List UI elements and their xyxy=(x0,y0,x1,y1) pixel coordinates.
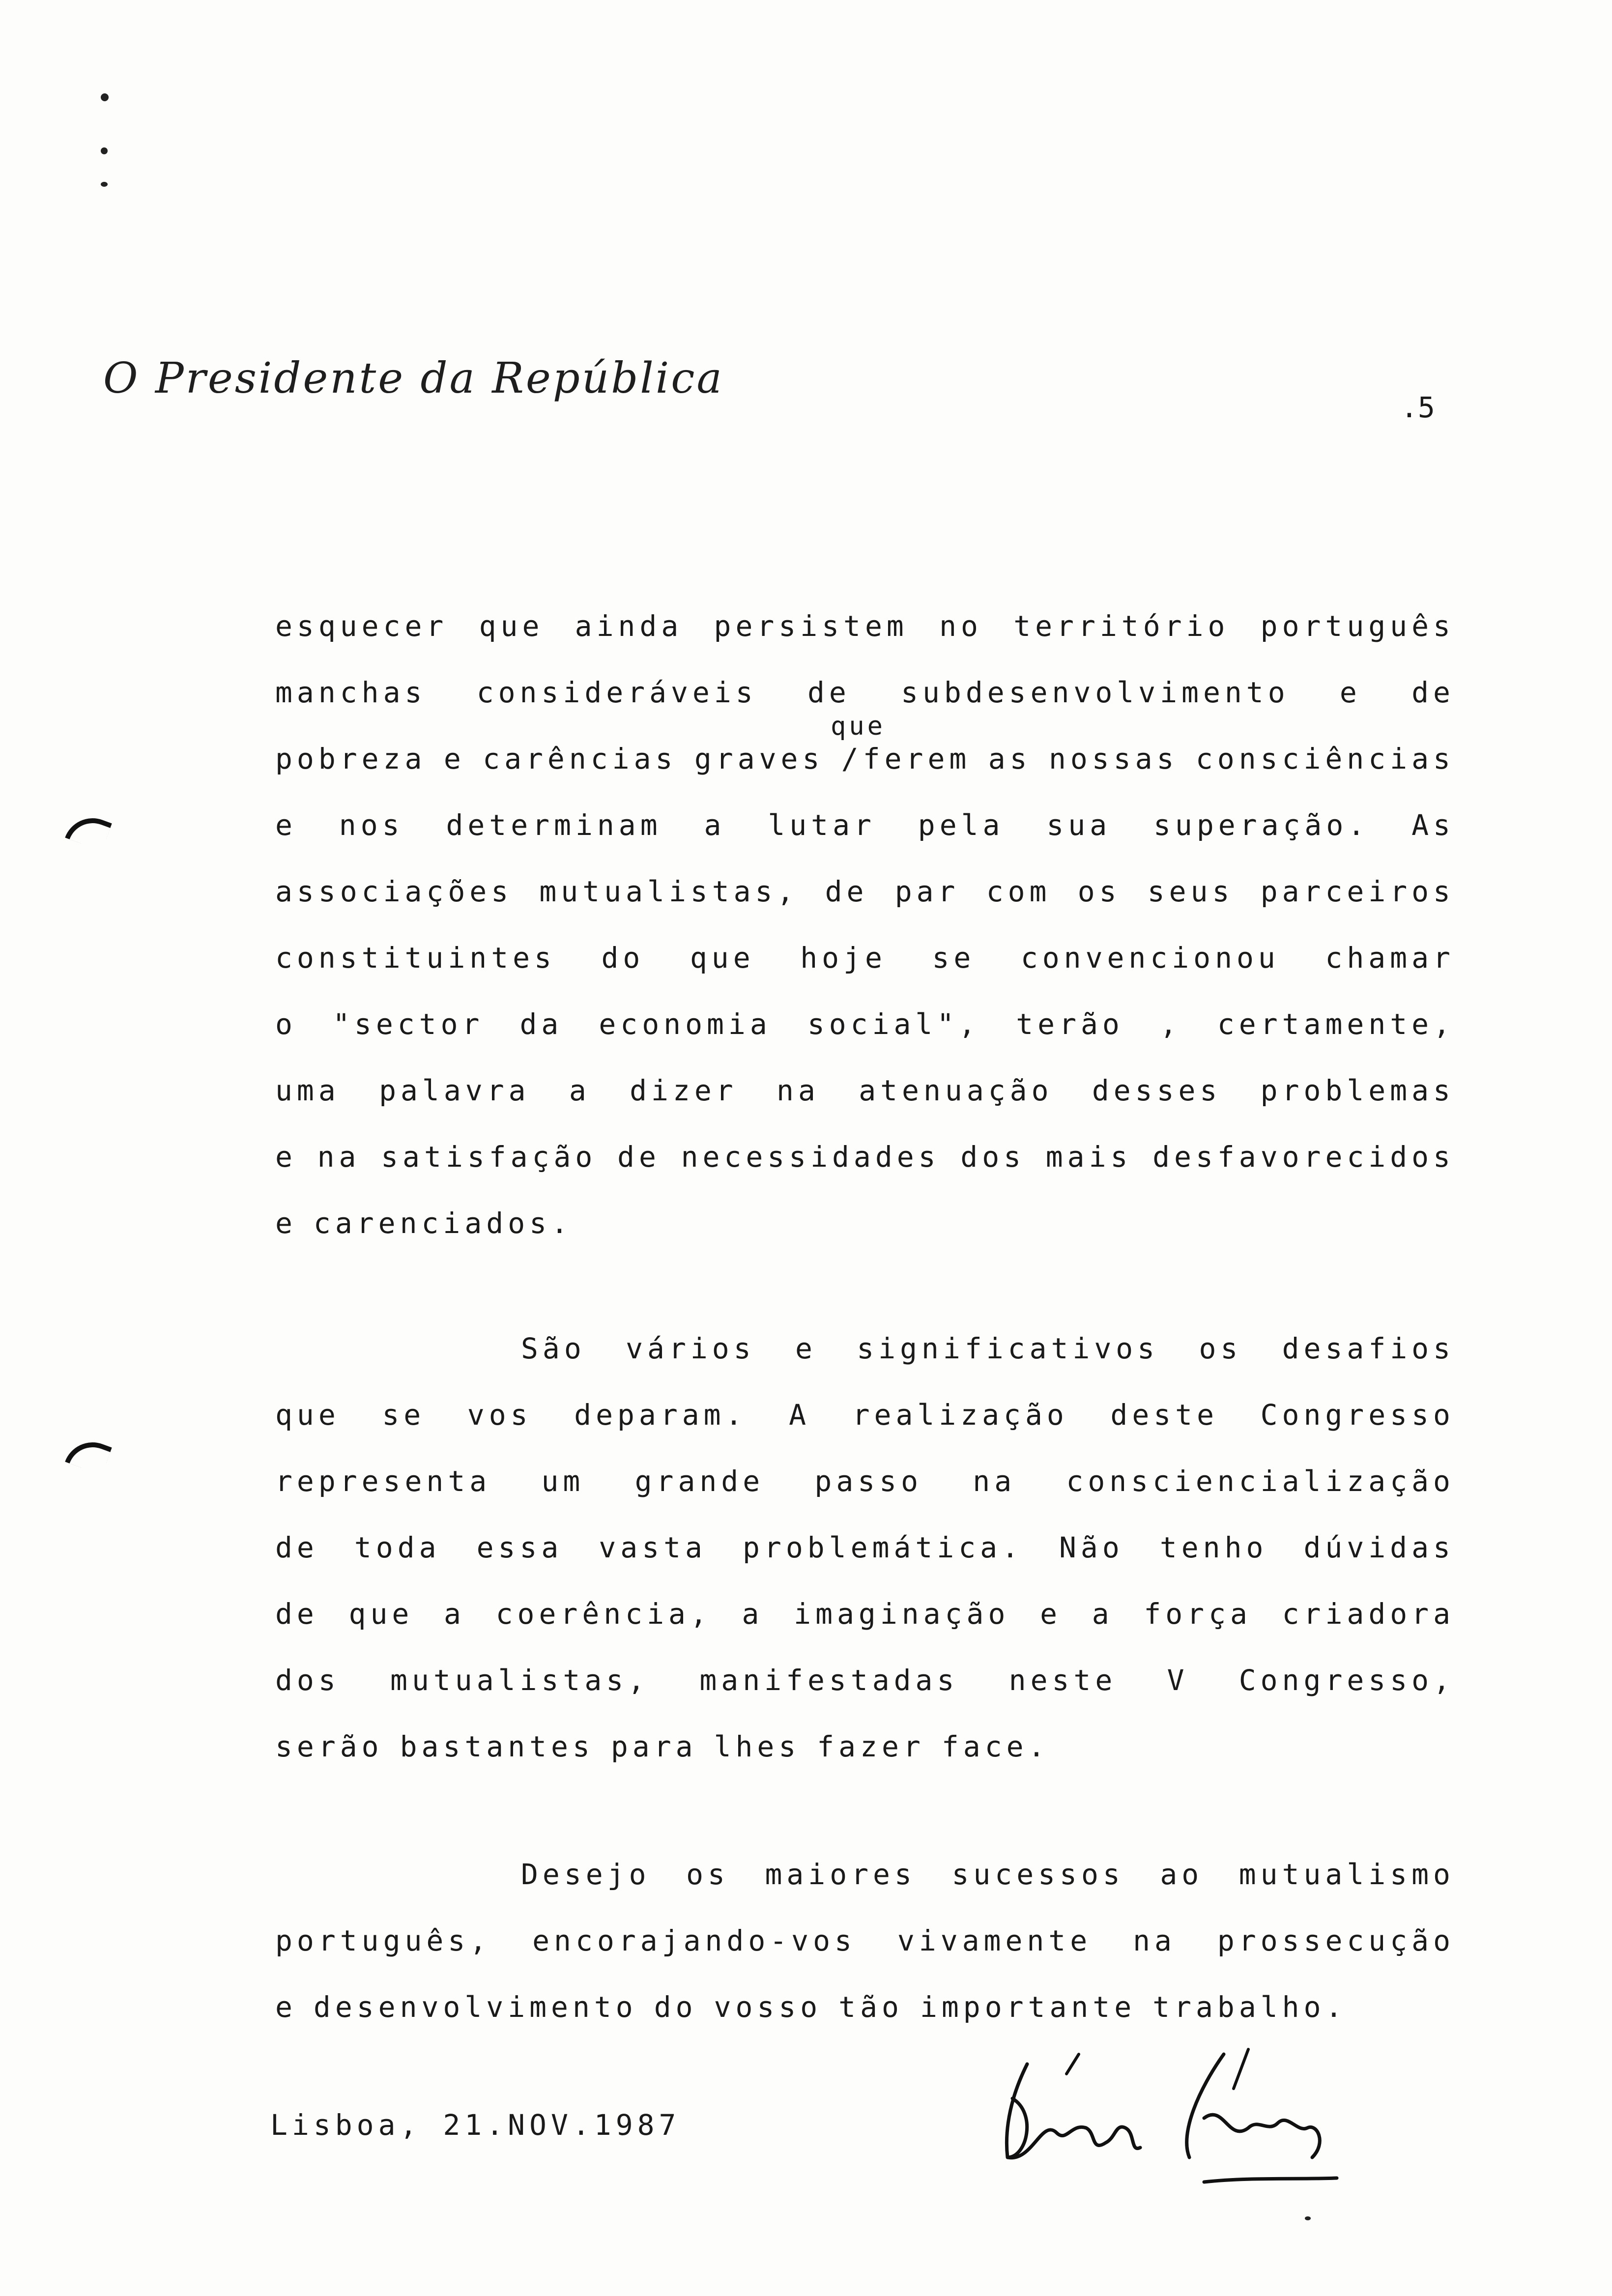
text-line xyxy=(275,1990,1455,2024)
word: que xyxy=(348,1597,414,1631)
word: parceiros xyxy=(1260,875,1455,908)
word: território xyxy=(1013,609,1230,643)
word: bastantes xyxy=(400,1730,594,1763)
text-line xyxy=(275,808,1455,842)
text-line xyxy=(275,742,1455,775)
word: vosso xyxy=(714,1990,822,2024)
word: necessidades xyxy=(681,1140,940,1174)
word: que xyxy=(690,941,755,975)
word: Congresso xyxy=(1260,1398,1455,1432)
text-line xyxy=(275,875,1455,908)
word: lutar xyxy=(768,808,876,842)
punch-mark xyxy=(101,93,109,101)
word: problemas xyxy=(1260,1074,1455,1107)
word: que xyxy=(479,609,544,643)
word: V xyxy=(1167,1664,1189,1697)
word: São xyxy=(521,1332,586,1365)
text-line xyxy=(275,1924,1455,1957)
punch-mark xyxy=(101,182,108,187)
word: Congresso, xyxy=(1238,1664,1455,1697)
word: os xyxy=(1077,875,1121,908)
word: Desejo xyxy=(521,1858,651,1891)
signature-icon xyxy=(993,2044,1347,2192)
word: e xyxy=(275,1140,297,1174)
word: esquecer xyxy=(275,609,448,643)
word: Não xyxy=(1059,1531,1124,1564)
word: grande xyxy=(634,1464,765,1498)
word: economia xyxy=(599,1007,772,1041)
signature xyxy=(993,2044,1347,2194)
word: de xyxy=(825,875,868,908)
text-line xyxy=(275,1074,1455,1107)
word: dos xyxy=(275,1664,340,1697)
word: a xyxy=(742,1597,764,1631)
word: na xyxy=(973,1464,1016,1498)
punch-mark xyxy=(101,147,108,154)
word: com xyxy=(986,875,1051,908)
word: social", xyxy=(807,1007,980,1041)
word: do xyxy=(654,1990,697,2024)
word: se xyxy=(932,941,976,975)
word: subdesenvolvimento xyxy=(901,676,1290,709)
word: manifestadas xyxy=(699,1664,959,1697)
word: os xyxy=(1199,1332,1242,1365)
page-number: .5 xyxy=(1401,391,1435,424)
word: de xyxy=(807,676,851,709)
word: e xyxy=(795,1332,817,1365)
word: prossecução xyxy=(1217,1924,1455,1957)
text-line xyxy=(275,1730,1455,1763)
word: e xyxy=(275,1206,297,1240)
word: vasta xyxy=(599,1531,707,1564)
word: de xyxy=(1411,676,1455,709)
word: as xyxy=(988,742,1032,775)
word: mais xyxy=(1045,1140,1132,1174)
handwritten-insert: que xyxy=(831,712,886,741)
word: de xyxy=(617,1140,661,1174)
word: face. xyxy=(941,1730,1050,1763)
word: encorajando-vos xyxy=(532,1924,856,1957)
word: e xyxy=(1339,676,1361,709)
word: manchas xyxy=(275,676,427,709)
word: e xyxy=(443,742,465,775)
letterhead: O Presidente da República xyxy=(103,354,724,403)
word: atenuação xyxy=(859,1074,1053,1107)
punch-mark xyxy=(1305,2216,1311,2220)
word: uma xyxy=(275,1074,340,1107)
word: desafios xyxy=(1282,1332,1455,1365)
text-line xyxy=(275,1597,1455,1631)
word: constituintes xyxy=(275,941,556,975)
word: nossas xyxy=(1048,742,1179,775)
word: mutualismo xyxy=(1238,1858,1455,1891)
text-line xyxy=(275,1206,1455,1240)
word: terão xyxy=(1016,1007,1124,1041)
word: que xyxy=(275,1398,340,1432)
word: de xyxy=(275,1597,318,1631)
word: carências xyxy=(483,742,677,775)
word: vos xyxy=(467,1398,532,1432)
word: importante xyxy=(920,1990,1136,2024)
word: A xyxy=(789,1398,811,1432)
word: e xyxy=(275,1990,297,2024)
word: português xyxy=(1260,609,1455,643)
word: coerência, xyxy=(495,1597,712,1631)
word: um xyxy=(541,1464,585,1498)
word: essa xyxy=(476,1531,563,1564)
word: seus xyxy=(1147,875,1234,908)
text-line xyxy=(275,1531,1455,1564)
word: na xyxy=(317,1140,361,1174)
word: imaginação xyxy=(794,1597,1010,1631)
word: serão xyxy=(275,1730,383,1763)
word: vivamente xyxy=(897,1924,1092,1957)
word: associações xyxy=(275,875,513,908)
word: chamar xyxy=(1325,941,1455,975)
word: criadora xyxy=(1282,1597,1455,1631)
word: dos xyxy=(960,1140,1026,1174)
word: tenho xyxy=(1159,1531,1268,1564)
word: força xyxy=(1144,1597,1252,1631)
word: par xyxy=(894,875,960,908)
text-line xyxy=(275,1464,1455,1498)
word: deste xyxy=(1110,1398,1219,1432)
word: a xyxy=(704,808,726,842)
word: o xyxy=(275,1007,297,1041)
word: graves xyxy=(694,742,824,775)
text-line xyxy=(275,1858,1455,1891)
word: tão xyxy=(838,1990,903,2024)
word: consciencialização xyxy=(1066,1464,1455,1498)
word: realização xyxy=(852,1398,1068,1432)
word: convencionou xyxy=(1020,941,1280,975)
word: a xyxy=(1092,1597,1114,1631)
text-line xyxy=(275,1398,1455,1432)
word: certamente, xyxy=(1217,1007,1455,1041)
word: do xyxy=(601,941,645,975)
word: "sector xyxy=(332,1007,484,1041)
word: passo xyxy=(814,1464,923,1498)
word: de xyxy=(275,1531,318,1564)
word: pela xyxy=(918,808,1005,842)
margin-mark xyxy=(65,810,112,851)
word: pobreza xyxy=(275,742,427,775)
word: palavra xyxy=(379,1074,530,1107)
word: sucessos xyxy=(951,1858,1124,1891)
word: a xyxy=(444,1597,465,1631)
word: da xyxy=(519,1007,563,1041)
word: consideráveis xyxy=(476,676,757,709)
word: /ferem xyxy=(841,742,971,775)
word: ao xyxy=(1160,1858,1204,1891)
word: dúvidas xyxy=(1303,1531,1455,1564)
text-line xyxy=(275,941,1455,975)
word: neste xyxy=(1008,1664,1117,1697)
word: desenvolvimento xyxy=(313,1990,637,2024)
word: hoje xyxy=(800,941,887,975)
word: , xyxy=(1159,1007,1181,1041)
word: deparam. xyxy=(574,1398,747,1432)
word: determinam xyxy=(446,808,662,842)
word: toda xyxy=(354,1531,441,1564)
text-line xyxy=(275,676,1455,709)
text-line xyxy=(275,1140,1455,1174)
date-line: Lisboa, 21.NOV.1987 xyxy=(270,2108,681,2142)
text-line xyxy=(275,1664,1455,1697)
word: mutualistas, xyxy=(539,875,799,908)
word: nos xyxy=(339,808,404,842)
text-line xyxy=(275,1332,1455,1365)
word: desses xyxy=(1092,1074,1222,1107)
word: na xyxy=(777,1074,820,1107)
word: e xyxy=(1040,1597,1062,1631)
word: satisfação xyxy=(381,1140,597,1174)
word: persistem xyxy=(714,609,908,643)
word: se xyxy=(382,1398,426,1432)
word: consciências xyxy=(1195,742,1455,775)
word: sua xyxy=(1046,808,1112,842)
word: dizer xyxy=(630,1074,738,1107)
word: ainda xyxy=(575,609,683,643)
word: carenciados. xyxy=(313,1206,573,1240)
word: mutualistas, xyxy=(390,1664,650,1697)
word: trabalho. xyxy=(1152,1990,1347,2024)
text-line xyxy=(275,1007,1455,1041)
word: para xyxy=(610,1730,697,1763)
word: problemática. xyxy=(743,1531,1023,1564)
word: significativos xyxy=(857,1332,1159,1365)
word: na xyxy=(1133,1924,1176,1957)
text-line xyxy=(275,609,1455,643)
word: vários xyxy=(626,1332,755,1365)
word: superação. xyxy=(1153,808,1370,842)
word: maiores xyxy=(765,1858,916,1891)
word: desfavorecidos xyxy=(1152,1140,1455,1174)
word: os xyxy=(686,1858,729,1891)
word: a xyxy=(569,1074,591,1107)
word: no xyxy=(939,609,982,643)
word: português, xyxy=(275,1924,491,1957)
margin-mark xyxy=(65,1434,112,1475)
word: fazer xyxy=(817,1730,925,1763)
word: representa xyxy=(275,1464,491,1498)
word: lhes xyxy=(714,1730,801,1763)
word: As xyxy=(1411,808,1455,842)
word: e xyxy=(275,808,297,842)
